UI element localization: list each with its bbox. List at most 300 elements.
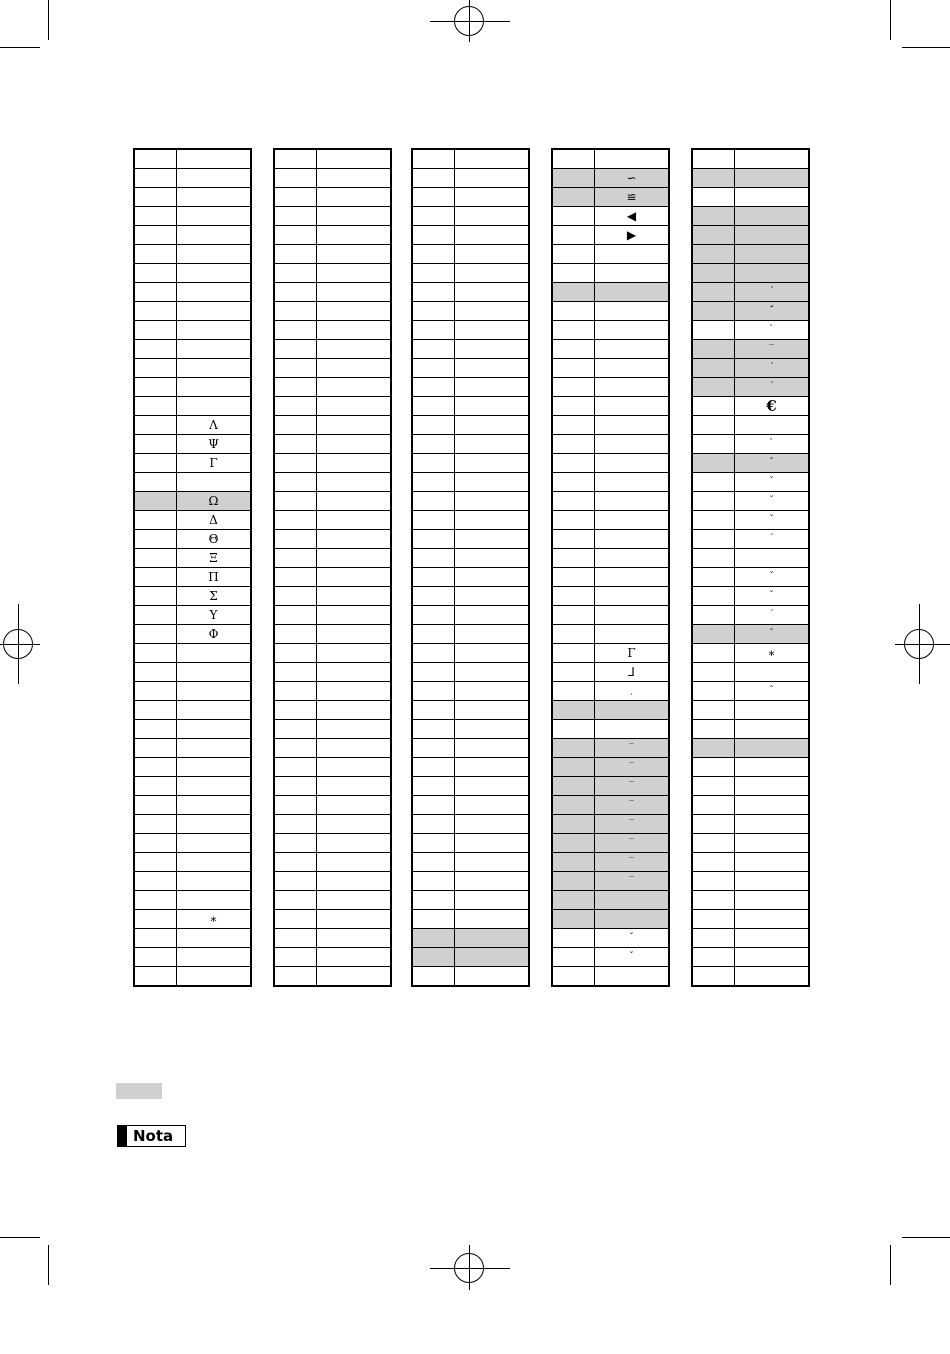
code-cell (413, 568, 455, 587)
code-cell (553, 891, 595, 910)
code-cell (553, 416, 595, 435)
character-cell (455, 359, 528, 378)
character-cell (455, 321, 528, 340)
code-cell (413, 587, 455, 606)
character-cell: Π (177, 568, 250, 587)
code-cell (413, 758, 455, 777)
character-cell (455, 644, 528, 663)
character-cell (455, 815, 528, 834)
code-cell (693, 815, 735, 834)
character-cell: ˊ (735, 606, 808, 625)
character-cell (177, 207, 250, 226)
code-cell (553, 967, 595, 985)
character-cell (595, 150, 668, 169)
code-cell (693, 910, 735, 929)
character-cell (177, 150, 250, 169)
character-cell (595, 321, 668, 340)
code-cell (693, 739, 735, 758)
note-bar (118, 1126, 127, 1146)
code-cell (275, 549, 317, 568)
character-cell (177, 872, 250, 891)
code-cell (553, 302, 595, 321)
character-cell (455, 378, 528, 397)
code-cell (413, 682, 455, 701)
code-cell (135, 682, 177, 701)
character-cell (595, 454, 668, 473)
character-cell: ˇ (735, 625, 808, 644)
shaded-legend-swatch (116, 1083, 162, 1099)
code-cell (275, 283, 317, 302)
code-cell (413, 720, 455, 739)
character-cell: ∗ (735, 644, 808, 663)
character-cell (317, 834, 390, 853)
code-cell (135, 758, 177, 777)
character-cell (177, 169, 250, 188)
code-cell (553, 283, 595, 302)
character-cell (455, 796, 528, 815)
character-cell (317, 758, 390, 777)
character-cell: ˊ (735, 283, 808, 302)
character-cell: ˊ (735, 530, 808, 549)
character-cell: Γ (177, 454, 250, 473)
character-cell (317, 948, 390, 967)
code-cell (135, 207, 177, 226)
character-cell (317, 872, 390, 891)
code-cell (693, 188, 735, 207)
code-cell (553, 606, 595, 625)
code-cell (275, 587, 317, 606)
code-cell (135, 625, 177, 644)
character-cell (595, 435, 668, 454)
character-cell: € (735, 397, 808, 416)
code-cell (135, 910, 177, 929)
code-cell (553, 473, 595, 492)
code-cell (413, 701, 455, 720)
character-cell (595, 511, 668, 530)
code-cell (275, 188, 317, 207)
character-cell (177, 967, 250, 985)
character-cell (317, 511, 390, 530)
character-cell (177, 796, 250, 815)
character-cell (455, 625, 528, 644)
code-cell (135, 777, 177, 796)
code-cell (693, 853, 735, 872)
code-cell (553, 701, 595, 720)
character-cell: Ω (177, 492, 250, 511)
code-cell (135, 511, 177, 530)
code-cell (693, 644, 735, 663)
character-cell (595, 397, 668, 416)
code-cell (693, 720, 735, 739)
character-cell (177, 473, 250, 492)
character-cell (455, 340, 528, 359)
character-cell (735, 796, 808, 815)
code-cell (413, 397, 455, 416)
character-cell (455, 492, 528, 511)
character-cell: Λ (177, 416, 250, 435)
code-cell (693, 302, 735, 321)
code-cell (693, 872, 735, 891)
character-cell: ▶ (595, 226, 668, 245)
code-cell (553, 549, 595, 568)
character-cell (317, 264, 390, 283)
character-cell (317, 321, 390, 340)
character-cell (317, 397, 390, 416)
code-cell (413, 739, 455, 758)
character-cell: ‾ (595, 758, 668, 777)
character-cell (317, 302, 390, 321)
character-cell (735, 549, 808, 568)
character-cell (595, 967, 668, 985)
character-cell (735, 739, 808, 758)
character-cell (317, 891, 390, 910)
code-cell (413, 606, 455, 625)
character-cell (317, 587, 390, 606)
character-cell: ˊ (735, 359, 808, 378)
code-cell (275, 378, 317, 397)
character-cell (317, 283, 390, 302)
character-cell (735, 169, 808, 188)
code-cell (135, 891, 177, 910)
code-cell (135, 454, 177, 473)
character-cell (317, 530, 390, 549)
code-cell (275, 150, 317, 169)
code-cell (275, 948, 317, 967)
code-cell (275, 910, 317, 929)
code-cell (135, 549, 177, 568)
code-cell (553, 245, 595, 264)
character-cell (455, 948, 528, 967)
character-cell (735, 834, 808, 853)
code-cell (553, 511, 595, 530)
code-cell (693, 378, 735, 397)
character-cell (317, 359, 390, 378)
character-cell (735, 207, 808, 226)
character-cell (455, 872, 528, 891)
code-cell (275, 511, 317, 530)
character-cell (177, 701, 250, 720)
code-cell (275, 359, 317, 378)
character-cell (177, 834, 250, 853)
character-cell (317, 739, 390, 758)
character-cell: ˇ (735, 492, 808, 511)
character-cell (455, 397, 528, 416)
code-cell (413, 226, 455, 245)
code-cell (135, 644, 177, 663)
character-cell: ‾ (595, 796, 668, 815)
character-cell (595, 416, 668, 435)
code-cell (553, 929, 595, 948)
code-cell (553, 758, 595, 777)
code-cell (135, 283, 177, 302)
code-cell (275, 663, 317, 682)
code-cell (553, 948, 595, 967)
character-cell: Ψ (177, 435, 250, 454)
code-cell (275, 397, 317, 416)
code-cell (413, 264, 455, 283)
character-cell (177, 226, 250, 245)
code-cell (553, 226, 595, 245)
code-cell (135, 853, 177, 872)
character-cell (455, 834, 528, 853)
code-cell (135, 359, 177, 378)
character-cell (735, 245, 808, 264)
code-cell (553, 910, 595, 929)
character-cell: Ξ (177, 549, 250, 568)
character-cell (317, 207, 390, 226)
character-cell: ‾ (595, 815, 668, 834)
code-cell (413, 207, 455, 226)
character-cell (317, 910, 390, 929)
character-cell (177, 245, 250, 264)
code-cell (275, 701, 317, 720)
character-cell (177, 815, 250, 834)
character-cell (595, 492, 668, 511)
code-cell (413, 492, 455, 511)
note-label: Nota (133, 1127, 174, 1145)
character-cell (317, 378, 390, 397)
code-cell (413, 302, 455, 321)
code-cell (413, 815, 455, 834)
code-cell (135, 226, 177, 245)
character-cell (317, 340, 390, 359)
code-cell (413, 796, 455, 815)
code-cell (553, 777, 595, 796)
code-cell (135, 739, 177, 758)
code-cell (135, 663, 177, 682)
character-cell (177, 264, 250, 283)
code-cell (135, 302, 177, 321)
character-cell (735, 701, 808, 720)
character-cell (455, 910, 528, 929)
code-cell (693, 891, 735, 910)
note-heading (117, 1125, 186, 1147)
code-cell (413, 188, 455, 207)
character-cell: Θ (177, 530, 250, 549)
character-cell (595, 549, 668, 568)
character-cell (595, 245, 668, 264)
character-cell (177, 682, 250, 701)
code-cell (553, 853, 595, 872)
code-cell (135, 397, 177, 416)
character-cell: ‾ (595, 739, 668, 758)
code-cell (275, 302, 317, 321)
code-cell (275, 454, 317, 473)
code-cell (135, 701, 177, 720)
character-cell (177, 777, 250, 796)
code-cell (413, 891, 455, 910)
character-cell (455, 169, 528, 188)
character-cell (177, 359, 250, 378)
character-cell (177, 321, 250, 340)
code-cell (413, 454, 455, 473)
character-cell (455, 416, 528, 435)
code-cell (553, 682, 595, 701)
character-cell (595, 625, 668, 644)
character-cell (317, 150, 390, 169)
code-table-5 (691, 148, 810, 987)
character-cell: ≌ (595, 188, 668, 207)
code-cell (275, 625, 317, 644)
code-cell (275, 777, 317, 796)
code-cell (275, 796, 317, 815)
character-cell: Σ (177, 587, 250, 606)
code-cell (413, 359, 455, 378)
code-cell (413, 511, 455, 530)
character-cell (317, 245, 390, 264)
code-cell (553, 150, 595, 169)
code-cell (135, 416, 177, 435)
character-cell (317, 663, 390, 682)
character-cell (455, 720, 528, 739)
code-cell (135, 796, 177, 815)
character-cell (595, 340, 668, 359)
character-cell (317, 720, 390, 739)
character-cell (455, 967, 528, 985)
character-cell (177, 663, 250, 682)
character-cell: ˋ (735, 321, 808, 340)
code-cell (135, 530, 177, 549)
character-cell (177, 720, 250, 739)
character-cell (455, 511, 528, 530)
code-cell (135, 473, 177, 492)
character-cell (317, 492, 390, 511)
code-cell (693, 435, 735, 454)
character-cell: ⅃ (595, 663, 668, 682)
code-cell (693, 340, 735, 359)
code-cell (275, 226, 317, 245)
code-cell (693, 948, 735, 967)
character-cell (317, 682, 390, 701)
character-cell (735, 891, 808, 910)
code-cell (413, 150, 455, 169)
code-cell (553, 169, 595, 188)
code-cell (413, 245, 455, 264)
character-cell (317, 188, 390, 207)
code-cell (413, 929, 455, 948)
code-cell (693, 359, 735, 378)
code-cell (275, 321, 317, 340)
code-cell (275, 473, 317, 492)
character-cell (455, 682, 528, 701)
code-cell (553, 397, 595, 416)
character-cell (455, 777, 528, 796)
code-cell (413, 283, 455, 302)
code-cell (275, 264, 317, 283)
character-cell (735, 188, 808, 207)
code-cell (413, 473, 455, 492)
code-cell (275, 340, 317, 359)
code-cell (553, 340, 595, 359)
code-cell (135, 587, 177, 606)
character-cell (595, 264, 668, 283)
code-cell (135, 245, 177, 264)
character-cell (455, 302, 528, 321)
character-cell (455, 150, 528, 169)
character-cell (735, 758, 808, 777)
character-cell (735, 416, 808, 435)
code-cell (275, 872, 317, 891)
character-cell (455, 606, 528, 625)
character-cell (455, 283, 528, 302)
code-cell (693, 663, 735, 682)
character-cell (595, 891, 668, 910)
code-cell (275, 815, 317, 834)
character-cell (317, 796, 390, 815)
code-cell (135, 435, 177, 454)
code-cell (275, 416, 317, 435)
character-cell (317, 606, 390, 625)
code-cell (693, 321, 735, 340)
code-cell (275, 492, 317, 511)
character-cell (735, 948, 808, 967)
code-cell (135, 967, 177, 985)
character-cell (317, 169, 390, 188)
code-cell (693, 530, 735, 549)
character-cell (735, 910, 808, 929)
character-cell: ˇ (735, 454, 808, 473)
character-cell (455, 929, 528, 948)
character-cell (455, 587, 528, 606)
character-cell: ˊ (735, 378, 808, 397)
code-cell (413, 777, 455, 796)
code-cell (413, 435, 455, 454)
character-cell (317, 454, 390, 473)
code-cell (413, 663, 455, 682)
code-table-3 (411, 148, 530, 987)
character-cell (455, 473, 528, 492)
character-cell: ‾ (595, 834, 668, 853)
character-cell (317, 226, 390, 245)
character-cell (455, 188, 528, 207)
character-cell (735, 150, 808, 169)
code-cell (553, 492, 595, 511)
character-cell: ˇ (595, 948, 668, 967)
code-cell (413, 910, 455, 929)
character-cell (317, 815, 390, 834)
character-cell (595, 568, 668, 587)
character-cell (177, 853, 250, 872)
code-cell (693, 549, 735, 568)
code-table-4 (551, 148, 670, 987)
character-cell (595, 359, 668, 378)
code-cell (413, 549, 455, 568)
code-cell (553, 739, 595, 758)
code-cell (135, 340, 177, 359)
code-cell (135, 815, 177, 834)
code-cell (135, 150, 177, 169)
code-cell (275, 245, 317, 264)
character-cell (595, 473, 668, 492)
character-cell (455, 663, 528, 682)
code-table-1 (133, 148, 252, 987)
character-cell (177, 739, 250, 758)
character-cell (177, 340, 250, 359)
code-cell (553, 435, 595, 454)
code-cell (553, 644, 595, 663)
character-cell (177, 758, 250, 777)
code-cell (413, 967, 455, 985)
code-cell (693, 492, 735, 511)
code-cell (275, 758, 317, 777)
code-cell (275, 720, 317, 739)
character-cell (317, 701, 390, 720)
character-cell (177, 948, 250, 967)
character-cell (735, 264, 808, 283)
character-cell: ˇ (735, 511, 808, 530)
character-cell (455, 454, 528, 473)
character-cell: Υ (177, 606, 250, 625)
